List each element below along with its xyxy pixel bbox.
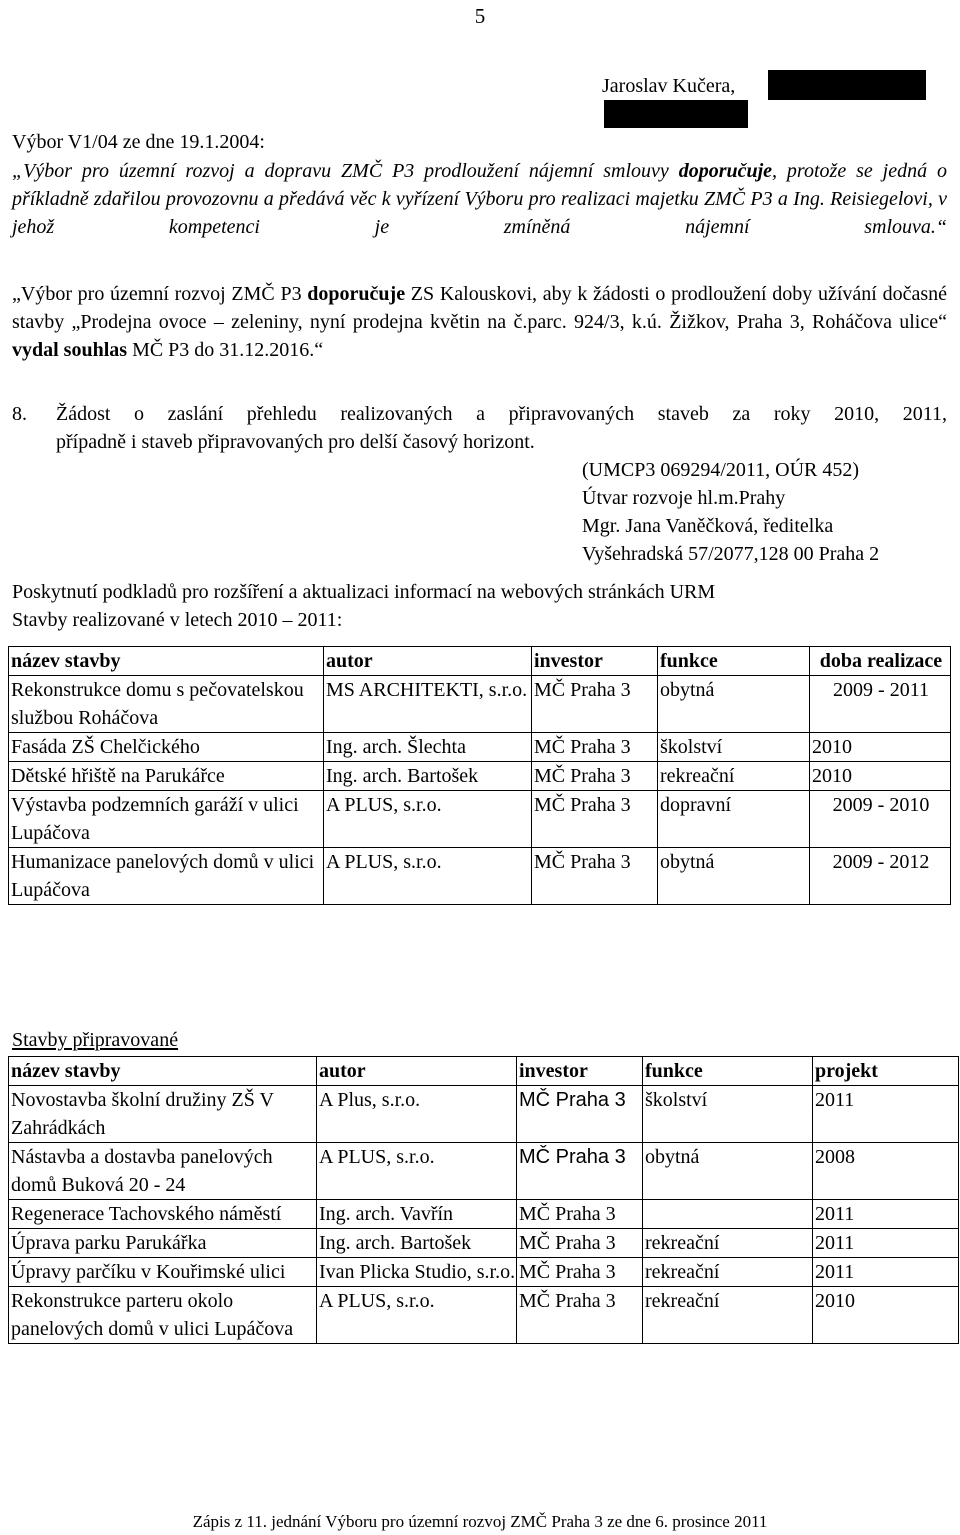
- realized-heading: Stavby realizované v letech 2010 – 2011:: [12, 609, 343, 631]
- table-cell: školství: [643, 1086, 813, 1143]
- table-cell: 2011: [813, 1258, 959, 1287]
- table-row: [9, 1086, 959, 1143]
- table-cell: Ing. arch. Bartošek: [324, 762, 532, 791]
- header-cell: projekt: [813, 1057, 959, 1086]
- table-cell: Novostavba školní družiny ZŠ V Zahrádkách: [9, 1086, 317, 1143]
- table-cell: obytná: [658, 676, 810, 733]
- table-row: [9, 762, 951, 791]
- header-cell: autor: [324, 647, 532, 676]
- table-cell: Výstavba podzemních garáží v ulici Lupáčova: [9, 791, 324, 848]
- item-request-line-2: případně i staveb připravovaných pro delší časový horizont.: [56, 431, 535, 453]
- quote1-bold: doporučuje: [678, 160, 773, 182]
- table-row: [9, 791, 951, 848]
- table-cell: Ing. arch. Bartošek: [317, 1229, 517, 1258]
- table-cell: MČ Praha 3: [532, 762, 658, 791]
- table-cell: 2009 - 2010: [810, 791, 951, 848]
- table-cell: MČ Praha 3: [532, 848, 658, 905]
- table-cell: Nástavba a dostavba panelových domů Buková 20 - 24: [9, 1143, 317, 1200]
- table-header-row: [9, 1057, 959, 1086]
- address-line: Útvar rozvoje hl.m.Prahy: [582, 487, 786, 509]
- table-row: [9, 733, 951, 762]
- table-row: [9, 1200, 959, 1229]
- header-cell: doba realizace: [810, 647, 951, 676]
- table-row: [9, 1229, 959, 1258]
- table-cell: školství: [658, 733, 810, 762]
- table-cell: Fasáda ZŠ Chelčického: [9, 733, 324, 762]
- header-cell: funkce: [643, 1057, 813, 1086]
- table-cell: MČ Praha 3: [517, 1287, 643, 1344]
- quote-paragraph-2: [12, 280, 947, 364]
- table-cell: Ing. arch. Šlechta: [324, 733, 532, 762]
- table-cell: 2011: [813, 1200, 959, 1229]
- header-cell: autor: [317, 1057, 517, 1086]
- table-cell: MČ Praha 3: [517, 1086, 643, 1143]
- provision-text: Poskytnutí podkladů pro rozšíření a aktualizaci informací na webových stránkách URM: [12, 581, 716, 603]
- table-cell: obytná: [658, 848, 810, 905]
- table-cell: 2010: [813, 1287, 959, 1344]
- quote2-text-b: ZS Kalouskovi, aby k žádosti o prodloužení doby užívání dočasné stavby „Prodejna ovoce – zeleniny, nyní prodejna květin na č.parc. 924/3, k.ú. Žižkov, Praha 3, Roháčova ulice“: [12, 283, 947, 333]
- planned-heading: [12, 1026, 178, 1054]
- table-cell: obytná: [643, 1143, 813, 1200]
- table-cell: rekreační: [643, 1229, 813, 1258]
- table-cell: A PLUS, s.r.o.: [324, 848, 532, 905]
- address-line: Mgr. Jana Vaněčková, ředitelka: [582, 515, 834, 537]
- table-cell: Ing. arch. Vavřín: [317, 1200, 517, 1229]
- table-row: [9, 1258, 959, 1287]
- table-cell: A PLUS, s.r.o.: [317, 1287, 517, 1344]
- header-cell: název stavby: [9, 647, 324, 676]
- table-cell: 2011: [813, 1086, 959, 1143]
- page-number: 5: [474, 4, 486, 28]
- header-cell: investor: [532, 647, 658, 676]
- table-cell: MČ Praha 3: [532, 676, 658, 733]
- table-row: [9, 1143, 959, 1200]
- table-cell: MČ Praha 3: [517, 1229, 643, 1258]
- quote2-text-a: „Výbor pro územní rozvoj ZMČ P3: [12, 283, 308, 305]
- table-cell: 2009 - 2011: [810, 676, 951, 733]
- table-cell: Humanizace panelových domů v ulici Lupáčova: [9, 848, 324, 905]
- table-cell: MČ Praha 3: [517, 1143, 643, 1200]
- table-cell: dopravní: [658, 791, 810, 848]
- table-row: [9, 1287, 959, 1344]
- table-cell: A PLUS, s.r.o.: [324, 791, 532, 848]
- planned-buildings-table: [8, 1056, 959, 1344]
- table-cell: Rekonstrukce parteru okolo panelových domů v ulici Lupáčova: [9, 1287, 317, 1344]
- table-cell: 2009 - 2012: [810, 848, 951, 905]
- table-cell: [643, 1200, 813, 1229]
- table-cell: MČ Praha 3: [517, 1258, 643, 1287]
- table-cell: A PLUS, s.r.o.: [317, 1143, 517, 1200]
- table-cell: MČ Praha 3: [532, 791, 658, 848]
- redaction-bar: [604, 100, 748, 128]
- table-cell: 2008: [813, 1143, 959, 1200]
- item-number: 8.: [12, 403, 27, 425]
- committee-date: Výbor V1/04 ze dne 19.1.2004:: [12, 131, 265, 153]
- table-cell: Úprava parku Parukářka: [9, 1229, 317, 1258]
- address-line: Vyšehradská 57/2077,128 00 Praha 2: [582, 543, 880, 565]
- quote1-text: „Výbor pro územní rozvoj a dopravu ZMČ P3 prodloužení nájemní smlouvy: [12, 160, 679, 182]
- table-cell: Dětské hřiště na Parukářce: [9, 762, 324, 791]
- header-cell: funkce: [658, 647, 810, 676]
- quote2-bold-2: vydal souhlas: [12, 339, 128, 361]
- table-cell: Ivan Plicka Studio, s.r.o.: [317, 1258, 517, 1287]
- table-cell: 2011: [813, 1229, 959, 1258]
- quote1-rest: , protože se jedná o příkladně zdařilou provozovnu a předává věc k vyřízení Výboru pro realizaci majetku ZMČ P3 a Ing. Reisiegelovi, v jehož kompetenci je zmíněná nájemní smlouva.“: [12, 160, 947, 238]
- table-cell: Regenerace Tachovského náměstí: [9, 1200, 317, 1229]
- table-cell: MČ Praha 3: [532, 733, 658, 762]
- table-cell: rekreační: [658, 762, 810, 791]
- table-cell: A Plus, s.r.o.: [317, 1086, 517, 1143]
- table-row: [9, 848, 951, 905]
- table-cell: rekreační: [643, 1287, 813, 1344]
- page-footer: Zápis z 11. jednání Výboru pro územní rozvoj ZMČ Praha 3 ze dne 6. prosince 2011: [192, 1512, 768, 1531]
- address-line: (UMCP3 069294/2011, OÚR 452): [582, 459, 860, 481]
- table-cell: 2010: [810, 733, 951, 762]
- quote-paragraph-1: [12, 157, 947, 241]
- item-request-line-1: Žádost o zaslání přehledu realizovaných a připravovaných staveb za roky 2010, 2011,: [56, 403, 947, 425]
- table-header-row: [9, 647, 951, 676]
- header-cell: investor: [517, 1057, 643, 1086]
- table-cell: MS ARCHITEKTI, s.r.o.: [324, 676, 532, 733]
- quote2-text-c: MČ P3 do 31.12.2016.“: [127, 339, 324, 361]
- header-cell: název stavby: [9, 1057, 317, 1086]
- redaction-bar: [768, 70, 926, 100]
- planned-heading-text: Stavby připravované: [12, 1029, 179, 1051]
- table-cell: Rekonstrukce domu s pečovatelskou službou Roháčova: [9, 676, 324, 733]
- author-name: Jaroslav Kučera,: [602, 75, 736, 97]
- realized-buildings-table: [8, 646, 951, 905]
- table-row: [9, 676, 951, 733]
- table-cell: 2010: [810, 762, 951, 791]
- quote2-bold-1: doporučuje: [307, 283, 406, 305]
- table-cell: rekreační: [643, 1258, 813, 1287]
- table-cell: Úpravy parčíku v Kouřimské ulici: [9, 1258, 317, 1287]
- table-cell: MČ Praha 3: [517, 1200, 643, 1229]
